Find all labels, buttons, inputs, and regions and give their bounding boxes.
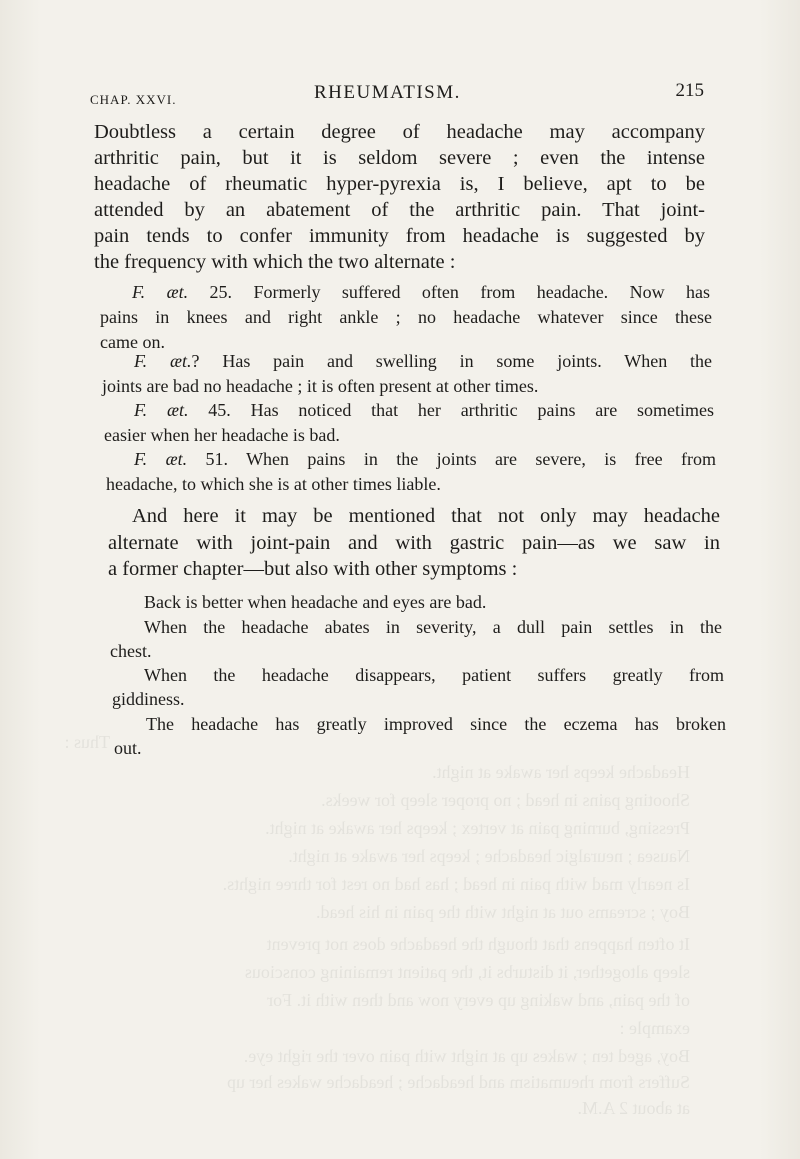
- example-line: When the headache abates in severity, a dull pain settles in the: [144, 617, 722, 637]
- case-line: [134, 351, 712, 372]
- case-text: Has pain and swelling in some joints. When the: [222, 351, 713, 371]
- case-line: joints are bad no headache ; it is often present at other times.: [102, 376, 539, 396]
- bleed-line: Nausea ; neuralgic headache ; keeps her awake at night.: [288, 846, 690, 866]
- case-text: When pains in the joints are severe, is free from: [246, 449, 716, 469]
- bleed-line: Suffers from rheumatism and headache ; headache wakes her up: [227, 1072, 690, 1092]
- case-label: F. æt.: [134, 351, 192, 371]
- case-text: Has noticed that her arthritic pains are sometimes: [250, 400, 715, 420]
- case-text: Formerly suffered often from headache. Now has: [253, 282, 711, 302]
- example-line: out.: [114, 738, 142, 758]
- page-header: [88, 80, 708, 110]
- case-label: F. æt.: [134, 400, 189, 420]
- text-line: attended by an abatement of the arthritic pain. That joint-: [94, 199, 705, 221]
- case-line: [132, 282, 710, 303]
- bleed-line: sleep altogether, it disturbs it, the patient remaining conscious: [244, 962, 690, 982]
- text-line: arthritic pain, but it is seldom severe ; even the intense: [94, 147, 705, 169]
- case-line: headache, to which she is at other times liable.: [106, 474, 441, 494]
- bleed-line: Pressing, burning pain at vertex ; keeps her awake at night.: [265, 818, 690, 838]
- example-line: When the headache disappears, patient suffers greatly from: [144, 665, 724, 685]
- bleed-line: example :: [619, 1018, 690, 1038]
- example-line: Back is better when headache and eyes are bad.: [144, 592, 487, 612]
- bleed-line: Thus :: [64, 732, 110, 752]
- example-line: The headache has greatly improved since the eczema has broken: [146, 714, 726, 734]
- case-label: F. æt.: [132, 282, 189, 302]
- text-line: alternate with joint-pain and with gastric pain—as we saw in: [108, 532, 720, 554]
- example-line: chest.: [110, 641, 152, 661]
- bleed-line: at about 2 A.M.: [577, 1098, 690, 1118]
- bleed-line: Boy, aged ten ; wakes up at night with pain over the right eye.: [243, 1046, 690, 1066]
- bleed-line: It often happens that though the headache does not prevent: [266, 934, 690, 954]
- text-line: And here it may be mentioned that not only may headache: [132, 505, 720, 527]
- case-line: pains in knees and right ankle ; no headache whatever since these: [100, 307, 712, 327]
- case-line: easier when her headache is bad.: [104, 425, 340, 445]
- text-line: Doubtless a certain degree of headache may accompany: [94, 121, 705, 143]
- case-age: 45.: [208, 400, 231, 420]
- bleed-line: Headache keeps her awake at night.: [432, 762, 690, 782]
- case-age: 25.: [209, 282, 233, 302]
- case-age: ?: [191, 351, 200, 371]
- case-label: F. æt.: [134, 449, 188, 469]
- bleed-line: Shooting pains in head ; no proper sleep for weeks.: [321, 790, 690, 810]
- text-line: the frequency with which the two alternate :: [94, 251, 456, 273]
- case-line: [134, 449, 716, 470]
- text-line: headache of rheumatic hyper-pyrexia is, I believe, apt to be: [94, 173, 705, 195]
- text-line: a former chapter—but also with other symptoms :: [108, 558, 518, 580]
- case-age: 51.: [205, 449, 228, 469]
- case-line: [134, 400, 714, 421]
- text-line: pain tends to confer immunity from headache is suggested by: [94, 225, 705, 247]
- example-line: giddiness.: [112, 689, 185, 709]
- page-number: 215: [675, 80, 704, 101]
- case-line: came on.: [100, 332, 165, 352]
- bleed-line: of the pain, and waking up every now and then with it. For: [267, 990, 690, 1010]
- running-title: RHEUMATISM.: [314, 82, 461, 103]
- chapter-label: CHAP. XXVI.: [90, 92, 177, 107]
- bleed-line: Is nearly mad with pain in head ; has had no rest for three nights.: [222, 874, 690, 894]
- bleed-line: Boy ; screams out at night with the pain in his head.: [316, 902, 690, 922]
